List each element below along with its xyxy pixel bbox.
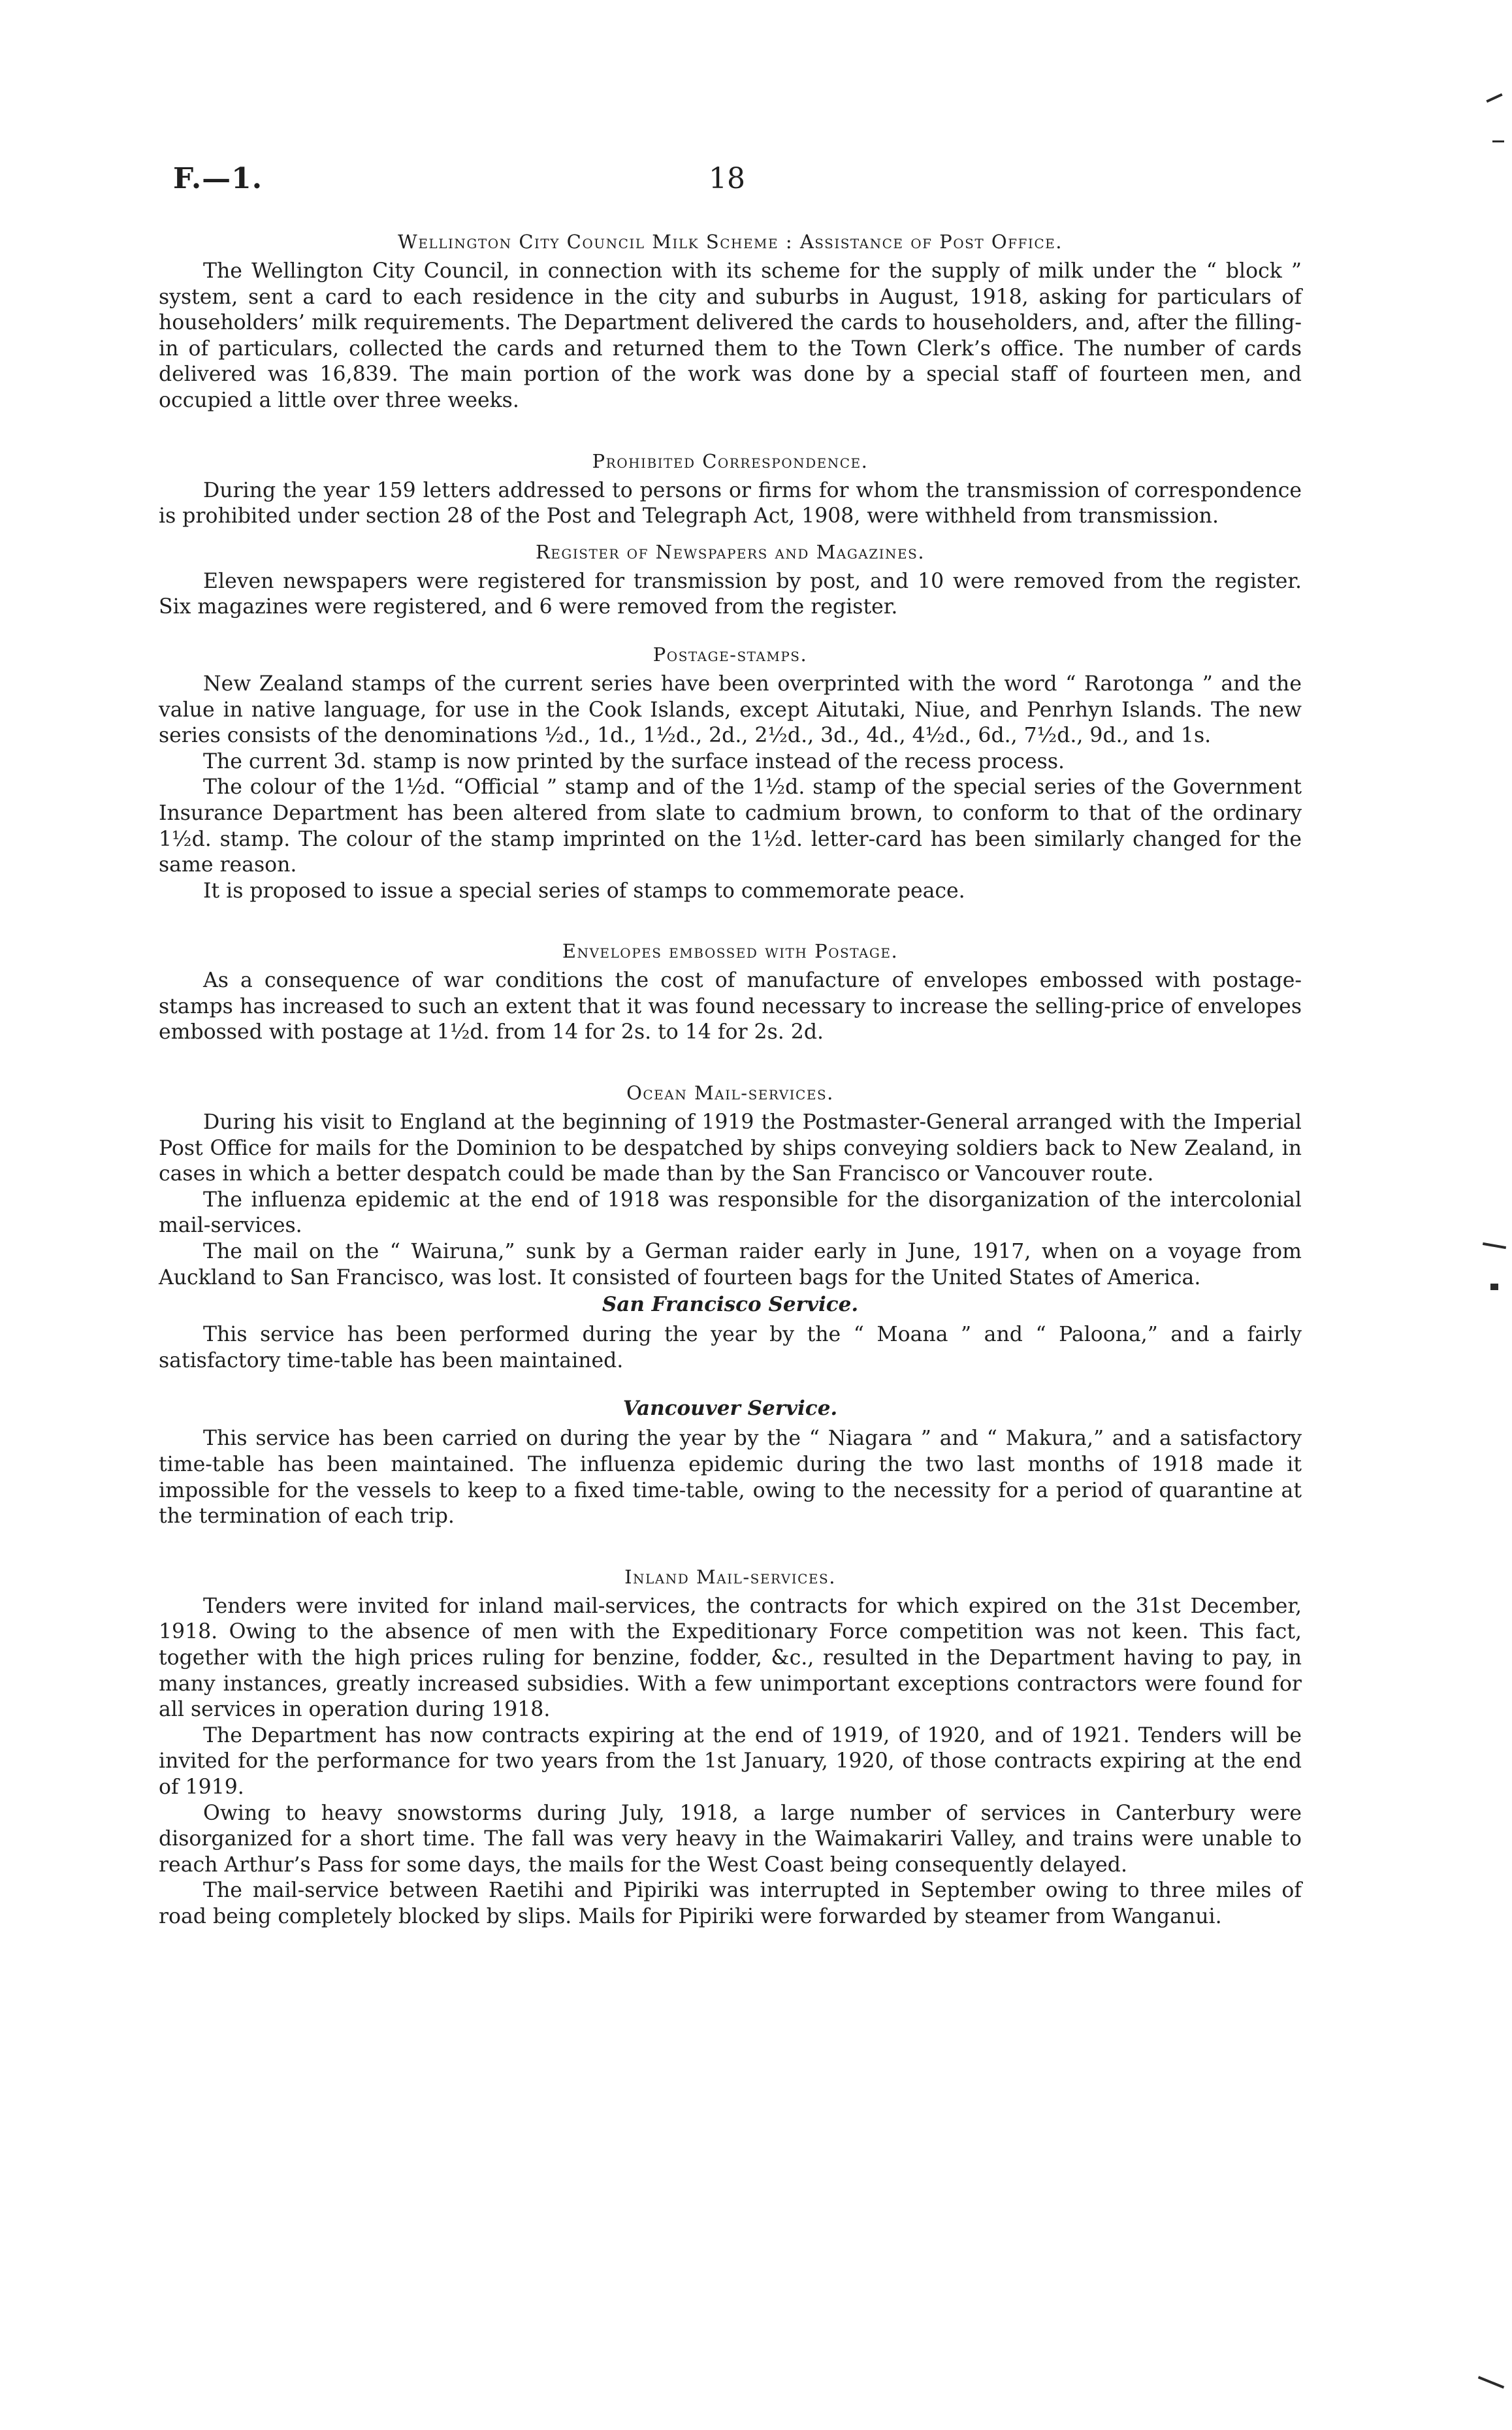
section-postage-stamps <box>159 641 1302 904</box>
paragraph: The mail on the “ Wairuna,” sunk by a German raider early in June, 1917, when on a voyage from Auckland to San Francisco, was lost. It consisted of fourteen bags for the United States of America. <box>159 1240 1302 1289</box>
paragraph: Eleven newspapers were registered for transmission by post, and 10 were removed from the register. Six magazines were registered, and 6 were removed from the register. <box>159 569 1302 619</box>
section-heading: Wellington City Council Milk Scheme : Assistance of Post Office. <box>398 231 1063 253</box>
section-heading: Postage-stamps. <box>652 643 808 666</box>
paragraph: The current 3d. stamp is now printed by the surface instead of the recess process. <box>203 749 1065 773</box>
scan-mark <box>1483 1242 1506 1249</box>
section-heading: Inland Mail-services. <box>624 1565 836 1588</box>
paragraph: Owing to heavy snowstorms during July, 1918, a large number of services in Canterbury were disorganized for a short time. The fall was very heavy in the Waimakariri Valley, and trains were unable to reach Arthur’s Pass for some days, the mails for the West Coast being consequently delayed. <box>159 1801 1302 1877</box>
paragraph: The Wellington City Council, in connection with its scheme for the supply of milk under the “ block ” system, sent a card to each residence in the city and suburbs in August, 1918, asking for particulars of householders’ milk requirements. The Department delivered the cards to householders, and, after the filling-in of particulars, collected the cards and returned them to the Town Clerk’s office. The number of cards delivered was 16,839. The main portion of the work was done by a special staff of fourteen men, and occupied a little over three weeks. <box>159 259 1302 412</box>
subsection-vancouver-service <box>159 1395 1302 1529</box>
section-heading: Envelopes embossed with Postage. <box>562 940 899 963</box>
section-heading: Register of Newspapers and Magazines. <box>535 540 925 563</box>
page-header <box>167 162 1342 201</box>
subsection-san-francisco-service <box>159 1291 1302 1374</box>
section-heading: Ocean Mail-services. <box>626 1082 834 1105</box>
section-prohibited-correspondence <box>159 448 1302 530</box>
section-heading: Prohibited Correspondence. <box>592 449 869 472</box>
section-register-newspapers <box>159 539 1302 621</box>
section-ocean-mail-services <box>159 1080 1302 1291</box>
subsection-heading: Vancouver Service. <box>622 1397 838 1421</box>
paragraph: The influenza epidemic at the end of 1918 was responsible for the disorganization of the intercolonial mail-services. <box>159 1188 1302 1238</box>
paragraph: This service has been performed during the year by the “ Moana ” and “ Paloona,” and a fairly satisfactory time-table has been maintained. <box>159 1323 1302 1372</box>
paragraph: Tenders were invited for inland mail-services, the contracts for which expired on the 31st December, 1918. Owing to the absence of men with the Expeditionary Force competition was not keen. This fact, together with the high prices ruling for benzine, fodder, &c., resulted in the Department having to pay, in many instances, greatly increased subsidies. With a few unimportant exceptions contractors were found for all services in operation during 1918. <box>159 1594 1302 1722</box>
paragraph: The mail-service between Raetihi and Pipiriki was interrupted in September owing to three miles of road being completely blocked by slips. Mails for Pipiriki were forwarded by steamer from Wanganui. <box>159 1879 1302 1928</box>
paragraph: It is proposed to issue a special series of stamps to commemorate peace. <box>203 879 965 903</box>
section-milk-scheme <box>159 229 1302 414</box>
paragraph: New Zealand stamps of the current series have been overprinted with the word “ Rarotonga ” and the value in native language, for use in the Cook Islands, except Aitutaki, Niue, and Penrhyn Islands. The new series consists of the denominations ½d., 1d., 1½d., 2d., 2½d., 3d., 4d., 4½d., 6d., 7½d., 9d., and 1s. <box>159 672 1302 748</box>
section-envelopes-embossed <box>159 938 1302 1046</box>
document-body <box>159 229 1302 1930</box>
scan-mark <box>1478 2376 1504 2388</box>
scan-mark <box>1490 1284 1498 1290</box>
paragraph: During his visit to England at the beginning of 1919 the Postmaster-General arranged with the Imperial Post Office for mails for the Dominion to be despatched by ships conveying soldiers back to New Zealand, in cases in which a better despatch could be made than by the San Francisco or Vancouver route. <box>159 1110 1302 1186</box>
paragraph: The colour of the 1½d. “Official ” stamp and of the 1½d. stamp of the special series of the Government Insurance Department has been altered from slate to cadmium brown, to conform to that of the ordinary 1½d. stamp. The colour of the stamp imprinted on the 1½d. letter-card has been similarly changed for the same reason. <box>159 775 1302 877</box>
paragraph: During the year 159 letters addressed to persons or firms for whom the transmission of correspondence is prohibited under section 28 of the Post and Telegraph Act, 1908, were withheld from transmission. <box>159 478 1302 528</box>
paragraph: This service has been carried on during the year by the “ Niagara ” and “ Makura,” and a satisfactory time-table has been maintained. The influenza epidemic during the two last months of 1918 made it impossible for the vessels to keep to a fixed time-table, owing to the necessity for a period of quarantine at the termination of each trip. <box>159 1427 1302 1529</box>
subsection-heading: San Francisco Service. <box>602 1293 859 1317</box>
paragraph: As a consequence of war conditions the cost of manufacture of envelopes embossed with postage-stamps has increased to such an extent that it was found necessary to increase the selling-price of envelopes embossed with postage at 1½d. from 14 for 2s. to 14 for 2s. 2d. <box>159 969 1302 1045</box>
paragraph: The Department has now contracts expiring at the end of 1919, of 1920, and of 1921. Tenders will be invited for the performance for two years from the 1st January, 1920, of those contracts expiring at the end of 1919. <box>159 1723 1302 1799</box>
page-number: 18 <box>709 162 745 195</box>
document-reference: F.—1. <box>173 162 263 195</box>
scan-mark <box>1492 140 1504 142</box>
scan-mark <box>1486 93 1502 103</box>
section-inland-mail-services <box>159 1564 1302 1930</box>
